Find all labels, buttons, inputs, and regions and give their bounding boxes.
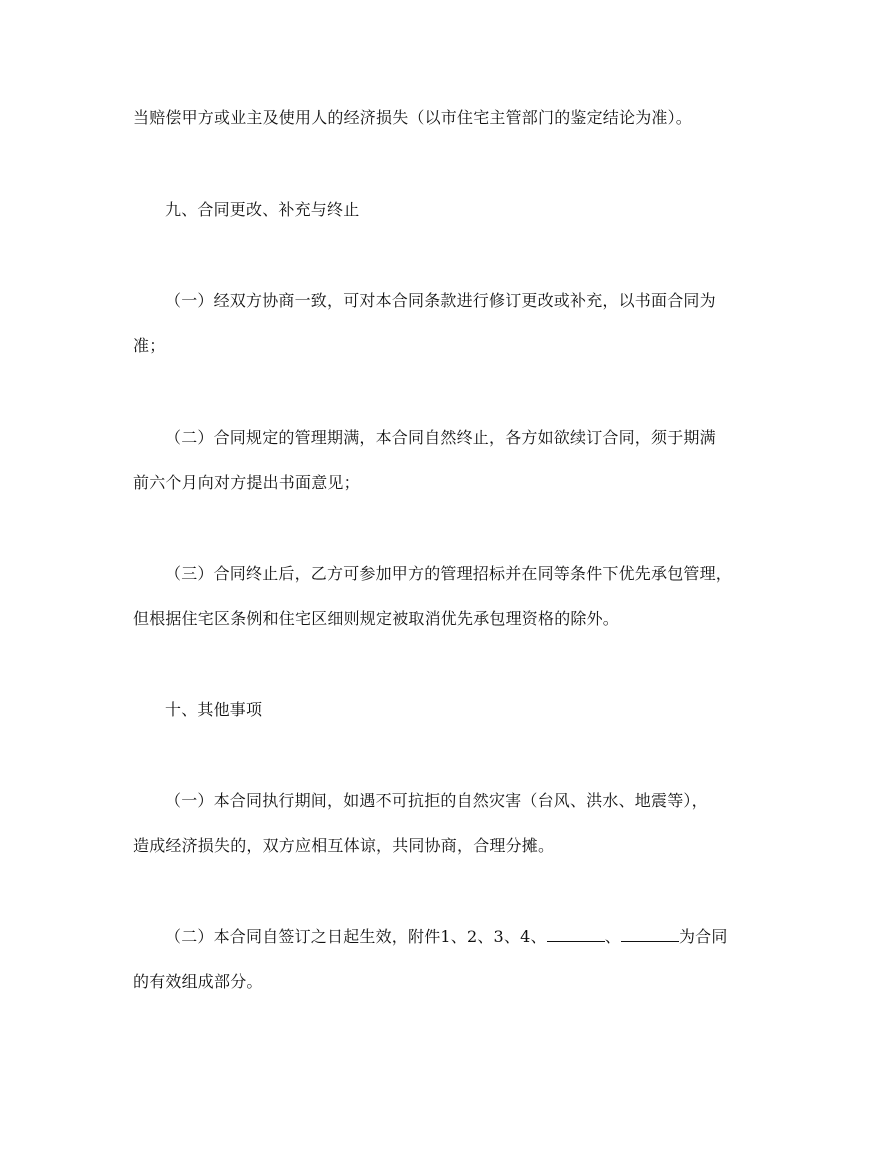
paragraph-line: 前六个月向对方提出书面意见； [133, 473, 360, 492]
section-heading-9: 九、合同更改、补充与终止 [165, 200, 360, 219]
section-heading-10: 十、其他事项 [165, 700, 263, 719]
paragraph-line: （三）合同终止后，乙方可参加甲方的管理招标并在同等条件下优先承包管理， [165, 564, 733, 583]
paragraph-line: 但根据住宅区条例和住宅区细则规定被取消优先承包理资格的除外。 [133, 609, 620, 628]
line-text: （二）本合同自签订之日起生效，附件1、2、3、4、 [165, 927, 547, 946]
paragraph-line: 造成经济损失的，双方应相互体谅，共同协商，合理分摊。 [133, 836, 555, 855]
blank-field [547, 927, 605, 942]
paragraph-line: 准； [133, 336, 166, 355]
line-text: 、 [604, 927, 621, 946]
blank-field [621, 927, 679, 942]
paragraph-line: （一）经双方协商一致，可对本合同条款进行修订更改或补充，以书面合同为 [165, 291, 716, 310]
paragraph-line: （一）本合同执行期间，如遇不可抗拒的自然灾害（台风、洪水、地震等）， [165, 791, 708, 810]
paragraph-line: 当赔偿甲方或业主及使用人的经济损失（以市住宅主管部门的鉴定结论为准）。 [133, 108, 693, 127]
paragraph-line: 的有效组成部分。 [133, 972, 263, 991]
paragraph-line: （二）合同规定的管理期满，本合同自然终止，各方如欲续订合同，须于期满 [165, 428, 716, 447]
paragraph-line-with-blanks [165, 927, 805, 947]
line-text: 为合同 [678, 927, 728, 946]
